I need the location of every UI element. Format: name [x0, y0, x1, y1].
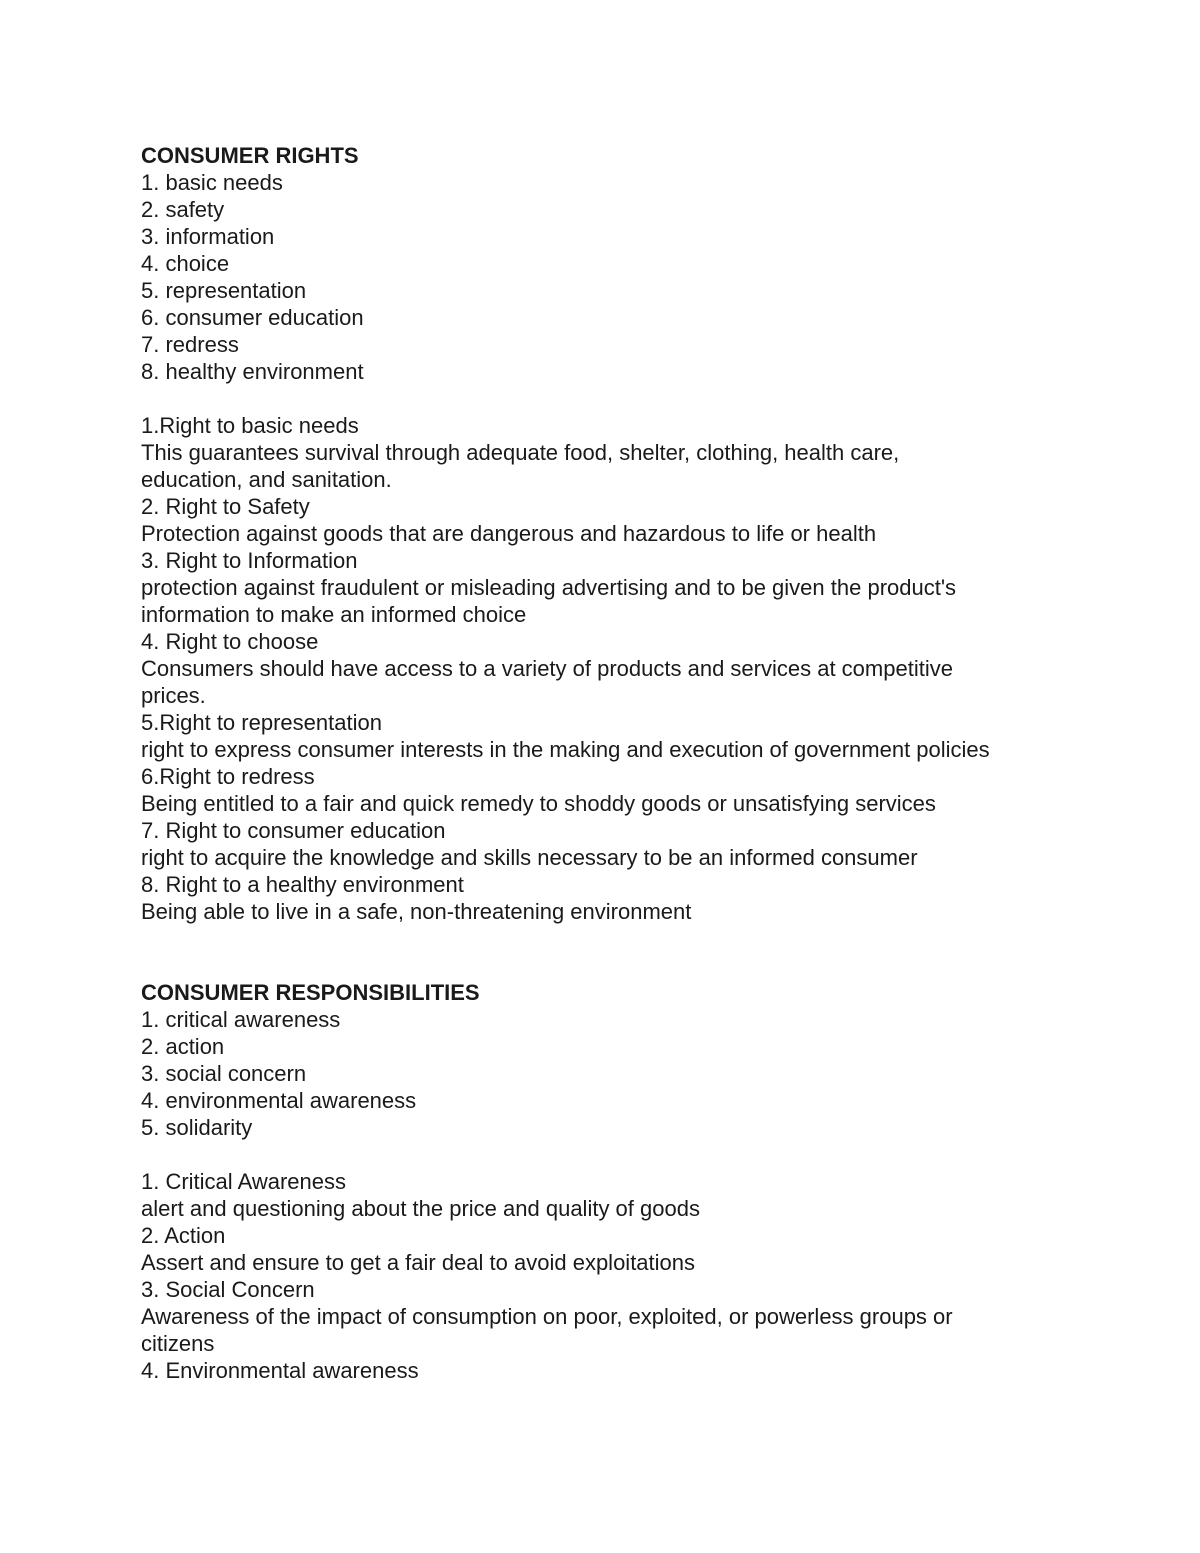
right-title: 2. Right to Safety [141, 494, 310, 519]
spacer [141, 925, 1141, 979]
list-item: 7. redress [141, 332, 239, 357]
right-description: education, and sanitation. [141, 467, 392, 492]
list-item: 4. choice [141, 251, 230, 276]
right-description: Consumers should have access to a variety of products and services at competitive [141, 656, 953, 681]
responsibility-title: 2. Action [141, 1223, 226, 1248]
responsibility-title: 1. Critical Awareness [141, 1169, 347, 1194]
right-description: Being entitled to a fair and quick remedy to shoddy goods or unsatisfying services [141, 791, 936, 816]
right-title: 3. Right to Information [141, 548, 358, 573]
rights-heading: CONSUMER RIGHTS [141, 143, 359, 168]
responsibility-description: Assert and ensure to get a fair deal to avoid exploitations [141, 1250, 696, 1275]
document-page [141, 142, 1141, 1384]
list-item: 6. consumer education [141, 305, 364, 330]
right-description: Protection against goods that are dangerous and hazardous to life or health [141, 521, 877, 546]
right-description: This guarantees survival through adequate food, shelter, clothing, health care, [141, 440, 900, 465]
list-item: 2. safety [141, 197, 225, 222]
right-title: 1.Right to basic needs [141, 413, 359, 438]
responsibility-title: 3. Social Concern [141, 1277, 315, 1302]
right-description: prices. [141, 683, 206, 708]
right-title: 4. Right to choose [141, 629, 319, 654]
right-description: right to acquire the knowledge and skills necessary to be an informed consumer [141, 845, 918, 870]
list-item: 3. information [141, 224, 275, 249]
right-title: 7. Right to consumer education [141, 818, 446, 843]
right-title: 8. Right to a healthy environment [141, 872, 464, 897]
list-item: 5. solidarity [141, 1115, 253, 1140]
responsibility-title: 4. Environmental awareness [141, 1358, 419, 1383]
rights-details [141, 412, 1141, 925]
responsibilities-details [141, 1168, 1141, 1384]
right-description: information to make an informed choice [141, 602, 527, 627]
right-title: 6.Right to redress [141, 764, 315, 789]
right-description: Being able to live in a safe, non-threatening environment [141, 899, 692, 924]
rights-list [141, 169, 1141, 385]
list-item: 1. basic needs [141, 170, 283, 195]
responsibility-description: alert and questioning about the price and quality of goods [141, 1196, 700, 1221]
spacer [141, 385, 1141, 412]
right-description: right to express consumer interests in the making and execution of government policies [141, 737, 990, 762]
right-title: 5.Right to representation [141, 710, 382, 735]
responsibility-description: Awareness of the impact of consumption on poor, exploited, or powerless groups or [141, 1304, 953, 1329]
responsibility-description: citizens [141, 1331, 215, 1356]
list-item: 4. environmental awareness [141, 1088, 417, 1113]
responsibilities-list [141, 1006, 1141, 1141]
list-item: 8. healthy environment [141, 359, 364, 384]
list-item: 3. social concern [141, 1061, 307, 1086]
list-item: 5. representation [141, 278, 307, 303]
list-item: 2. action [141, 1034, 225, 1059]
spacer [141, 1141, 1141, 1168]
responsibilities-heading: CONSUMER RESPONSIBILITIES [141, 980, 480, 1005]
list-item: 1. critical awareness [141, 1007, 341, 1032]
right-description: protection against fraudulent or misleading advertising and to be given the product's [141, 575, 957, 600]
